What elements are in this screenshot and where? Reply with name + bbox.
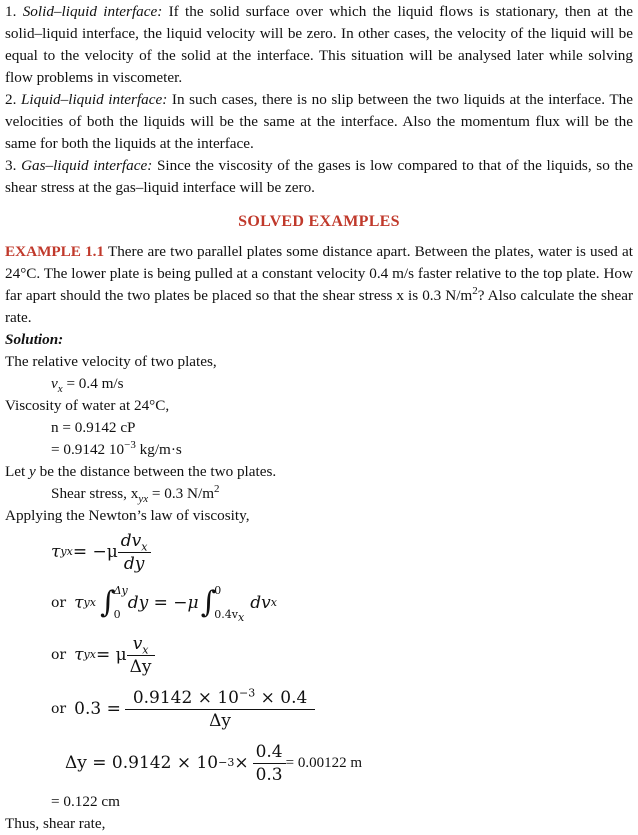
item-number: 1.	[5, 3, 17, 20]
tau-symbol: τ	[51, 542, 61, 562]
text: be the distance between the two plates.	[35, 463, 277, 480]
velocity-value	[5, 373, 633, 395]
item-number: 2.	[5, 91, 17, 108]
superscript: −3	[238, 685, 256, 699]
denominator: Δy	[209, 710, 231, 731]
solution-label: Solution:	[5, 331, 64, 348]
equation-2	[5, 577, 633, 629]
text: Δy = 0.9142 × 10	[65, 753, 219, 773]
fraction	[253, 741, 286, 786]
example-text: There are two parallel plates some distance apart. Between the plates, water is used at 24°C. The lower plate is being pulled at a constant velocity 0.4 m/s faster relative to the top plate. How far apart should the two plates be placed so that the shear stress x is 0.3 N/m	[5, 243, 633, 304]
solution-line-newton: Applying the Newton’s law of viscosity,	[5, 507, 250, 524]
subscript: x	[141, 539, 148, 553]
symbol-v: v	[51, 375, 58, 392]
text: = 0.3 N/m	[148, 485, 215, 502]
item-text: Since the viscosity of the gases is low compared to that of the liquids, so the shear stress at the gas–liquid interface will be zero.	[5, 157, 634, 196]
fraction	[125, 687, 315, 732]
tau-symbol: τ	[74, 645, 84, 665]
document-page	[5, 0, 633, 835]
tau-symbol: τ	[74, 593, 84, 613]
numerator: v	[132, 633, 143, 654]
subscript: yx	[138, 493, 149, 506]
denominator: dy	[123, 553, 145, 574]
integral-2: ∫ 0 $0.4v_x$	[200, 584, 245, 625]
lower-limit: 0	[113, 608, 121, 621]
text: = μ	[95, 645, 127, 665]
item-title: Liquid–liquid interface:	[20, 91, 168, 108]
result: = 0.00122 m	[285, 755, 363, 771]
interface-item-2	[5, 89, 633, 155]
unit: kg/m·s	[135, 441, 182, 458]
solution-line-shear-rate: Thus, shear rate,	[5, 815, 106, 832]
superscript: 2	[472, 284, 478, 297]
section-heading: SOLVED EXAMPLES	[238, 213, 400, 230]
numerator: dv	[120, 530, 142, 551]
text: dv	[250, 593, 271, 613]
text: ×	[234, 753, 249, 773]
fraction	[127, 633, 155, 678]
numerator: 0.9142 × 10	[132, 687, 239, 708]
item-number: 3.	[5, 157, 17, 174]
text: Let	[5, 463, 30, 480]
subscript: x	[237, 611, 245, 625]
lower-limit: 0.4v	[214, 608, 238, 621]
equation-5: Δy = 0.9142 × 10 −3 × $\frac{0.4}{0.3}$ = 0.00122 m	[65, 741, 363, 785]
subscript: yx	[83, 596, 96, 609]
value: = 0.9142 10	[51, 441, 125, 458]
upper-limit: 0	[214, 584, 222, 597]
item-text: If the solid surface over which the liquid flows is stationary, then at the solid–liquid interface, the liquid velocity will be zero. In other cases, the velocity of the liquid will be equal to the velocity of the solid at the interface. This situation will be analysed later while solving flow problems in viscometer.	[5, 3, 634, 86]
or-label: or	[51, 701, 67, 717]
superscript: −3	[124, 438, 136, 451]
interface-item-3	[5, 155, 633, 199]
interface-item-1	[5, 1, 633, 89]
text: Shear stress, x	[51, 485, 139, 502]
subscript: x	[142, 642, 149, 656]
text: dy = −μ	[127, 593, 199, 613]
denominator: 0.3	[255, 764, 283, 785]
example-label: EXAMPLE 1.1	[5, 243, 105, 260]
upper-limit: Δy	[113, 584, 128, 597]
fraction	[118, 530, 151, 575]
numerator: 0.4	[253, 741, 286, 764]
solution-line-viscosity: Viscosity of water at 24°C,	[5, 397, 170, 414]
item-title: Gas–liquid interface:	[21, 157, 153, 174]
solution-line-distance	[5, 461, 633, 483]
equation-4	[5, 681, 633, 737]
subscript: yx	[60, 545, 73, 558]
viscosity-value: n = 0.9142 cP	[51, 419, 136, 436]
subscript: x	[270, 596, 277, 609]
solution-line-velocity: The relative velocity of two plates,	[5, 353, 217, 370]
item-title: Solid–liquid interface:	[22, 3, 163, 20]
subscript: yx	[83, 648, 96, 661]
example-text-end: ? Also calculate the shear rate.	[5, 287, 633, 326]
integral-1: ∫ Δy 0	[99, 584, 128, 621]
symbol-y: y	[29, 463, 36, 480]
value: = 0.4 m/s	[62, 375, 124, 392]
shear-stress-value	[5, 483, 633, 505]
result-cm: = 0.122 cm	[51, 793, 120, 810]
numerator-end: × 0.4	[255, 687, 308, 708]
or-label: or	[51, 647, 67, 663]
text: 0.3 =	[74, 699, 121, 719]
denominator: Δy	[129, 656, 152, 677]
or-label: or	[51, 595, 67, 611]
item-text: In such cases, there is no slip between the two liquids at the interface. The velocities of both the liquids will be the same at the interface. Also the momentum flux will be the same for both the liquids at the interface.	[5, 91, 634, 152]
equation-1	[5, 527, 633, 577]
subscript: x	[57, 383, 63, 396]
viscosity-converted	[5, 439, 633, 461]
text: = −μ	[72, 542, 118, 562]
superscript: 2	[214, 482, 220, 495]
equation-3	[5, 629, 633, 681]
example-statement	[5, 241, 633, 329]
